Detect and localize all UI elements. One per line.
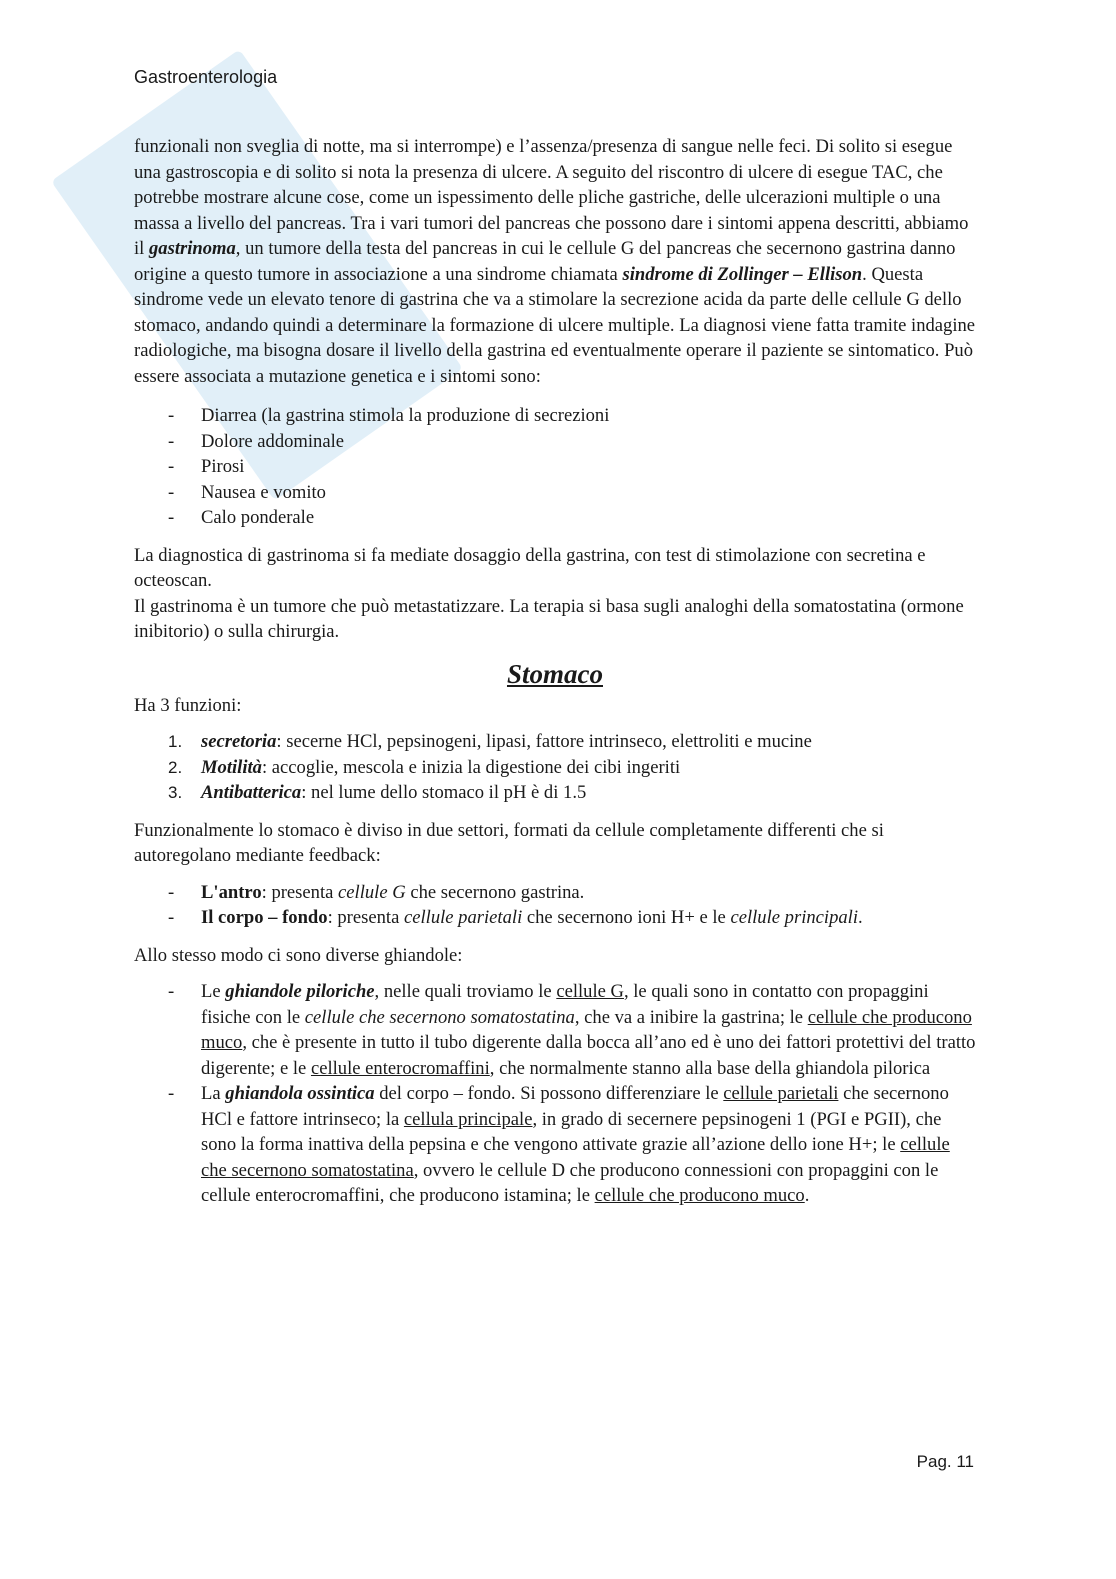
text-run: che secernono gastrina. (405, 881, 585, 903)
emphasis-text: cellule principali (730, 907, 859, 928)
diagnostics-text: La diagnostica di gastrinoma si fa mediate dosaggio della gastrina, con test di stimolazione con secretina e octeoscan. (134, 544, 926, 591)
emphasis-text: cellule parietali (403, 907, 523, 928)
text-run: : presenta (327, 907, 404, 928)
page-number: Pag. 11 (916, 1452, 974, 1471)
text-run: , in grado di secernere pepsinogeni 1 (PGI e PGII), che sono la forma inattiva della pepsina e che vengono attivate grazie all’azione dello ione H+; le (201, 1108, 942, 1155)
emphasis-text: ghiandole piloriche (225, 981, 375, 1002)
emphasis-text: cellule che secernono somatostatina (201, 1134, 950, 1181)
list-item: - Calo ponderale (168, 507, 315, 528)
text-run: : presenta (261, 881, 339, 903)
emphasis-text: gastrinoma (148, 238, 236, 259)
text-run: , le quali sono in contatto con propaggini fisiche con le (201, 981, 929, 1028)
text-run: , che va a inibire la gastrina; le (574, 1006, 808, 1028)
emphasis-text: Il corpo – fondo (201, 907, 328, 928)
list-item: - Pirosi (168, 456, 245, 477)
text-run: Le (201, 981, 226, 1002)
text-run: , un tumore della testa del pancreas in cui le cellule G del pancreas che secernono gastrina danno origine a questo tumore in associazione a una sindrome chiamata (134, 238, 956, 285)
list-item: 3. Antibatterica: nel lume dello stomaco il pH è di 1.5 (168, 782, 587, 803)
text-run: che secernono ioni H+ e le (522, 907, 731, 928)
list-item: - Il corpo – fondo: presenta cellule parietali che secernono ioni H+ e le cellule principali. (168, 907, 863, 928)
text-run: del corpo – fondo. Si possono differenziare le (374, 1083, 724, 1104)
text-run: che secernono HCl e fattore intrinseco; la (201, 1083, 949, 1130)
emphasis-text: cellule enterocromaffini (310, 1057, 490, 1079)
emphasis-text: cellule G (556, 981, 624, 1002)
emphasis-text: cellule che secernono somatostatina (304, 1006, 575, 1028)
therapy-text: Il gastrinoma è un tumore che può metastatizzare. La terapia si basa sugli analoghi della somatostatina (ormone inibitorio) o sulla chirurgia. (134, 595, 964, 642)
sectors-intro: Funzionalmente lo stomaco è diviso in due settori, formati da cellule completamente differenti che si autoregolano mediante feedback: (134, 819, 884, 866)
emphasis-text: sindrome di Zollinger – Ellison (622, 263, 863, 285)
glands-intro: Allo stesso modo ci sono diverse ghiandole: (134, 944, 463, 966)
emphasis-text: cellule che producono muco (201, 1006, 972, 1053)
text-run: . (804, 1185, 810, 1206)
text-run: funzionali non sveglia di notte, ma si interrompe) e l’assenza/presenza di sangue nelle feci. Di solito si esegue una gastroscopia e di solito si nota la presenza di ulcere. A seguito del riscontro di ulcere di esegue TAC, che potrebbe mostrare alcune cose, come un ispessimento delle pliche gastriche, delle ulcerazioni multiple o una massa a livello del pancreas. Tra i vari tumori del pancreas che possono dare i sintomi appena descritti, abbiamo il (134, 136, 969, 259)
list-item: - Nausea e vomito (168, 481, 326, 503)
emphasis-text: ghiandola ossintica (225, 1083, 375, 1104)
sectors-list (134, 880, 976, 931)
list-item: 1. secretoria: secerne HCl, pepsinogeni, lipasi, fattore intrinseco, elettroliti e mucine (168, 731, 812, 752)
text-run: , che normalmente stanno alla base della ghiandola pilorica (489, 1057, 931, 1079)
page-header: Gastroenterologia (134, 67, 278, 87)
text-run: . Questa sindrome vede un elevato tenore di gastrina che va a stimolare la secrezione acida da parte delle cellule G dello stomaco, andando quindi a determinare la formazione di ulcere multiple. La diagnosi viene fatta tramite indagine radiologiche, ma bisogna dosare il livello della gastrina ed eventualmente operare il paziente se sintomatico. Può essere associata a mutazione genetica e i sintomi sono: (134, 263, 976, 387)
functions-list (134, 729, 976, 806)
text-run: La (201, 1083, 226, 1104)
list-item: 2. Motilità: accoglie, mescola e inizia la digestione dei cibi ingeriti (168, 756, 681, 778)
emphasis-text: cellule G (338, 881, 406, 903)
glands-list (134, 979, 976, 1209)
list-item: - L'antro: presenta cellule G che secernono gastrina. (168, 881, 585, 903)
emphasis-text: cellule che producono muco (594, 1185, 805, 1206)
emphasis-text: L'antro (201, 881, 262, 903)
list-item: - Le ghiandole piloriche, nelle quali troviamo le cellule G, le quali sono in contatto con propaggini fisiche con le cellule che secernono somatostatina, che va a inibire la gastrina; le cellule che producono muco, che è presente in tutto il tubo digerente dalla bocca all’ano ed è uno dei fattori protettivi del tratto digerente; e le cellule enterocromaffini, che normalmente stanno alla base della ghiandola pilorica (168, 981, 976, 1079)
text-run: , che è presente in tutto il tubo digerente dalla bocca all’ano ed è uno dei fattori protettivi del tratto digerente; e le (201, 1032, 976, 1079)
emphasis-text: cellula principale (403, 1108, 533, 1130)
list-item: - Diarrea (la gastrina stimola la produzione di secrezioni (168, 405, 610, 426)
section-title: Stomaco (506, 658, 603, 689)
text-run: , nelle quali troviamo le (374, 981, 557, 1002)
symptoms-list (134, 403, 976, 531)
list-item: - La ghiandola ossintica del corpo – fondo. Si possono differenziare le cellule parietali che secernono HCl e fattore intrinseco; la cellula principale, in grado di secernere pepsinogeni 1 (PGI e PGII), che sono la forma inattiva della pepsina e che vengono attivate grazie all’azione dello ione H+; le cellule che secernono somatostatina, ovvero le cellule D che producono connessioni con propaggini con le cellule enterocromaffini, che producono istamina; le cellule che producono muco. (168, 1083, 950, 1206)
text-run: . (858, 907, 863, 928)
emphasis-text: cellule parietali (723, 1083, 839, 1104)
functions-intro: Ha 3 funzioni: (134, 694, 242, 716)
text-run: , ovvero le cellule D che producono connessioni con propaggini con le cellule enterocromaffini, che producono istamina; le (201, 1159, 939, 1206)
page-body (134, 134, 976, 1221)
gastrinoma-paragraph (134, 134, 976, 389)
list-item: - Dolore addominale (168, 430, 345, 452)
